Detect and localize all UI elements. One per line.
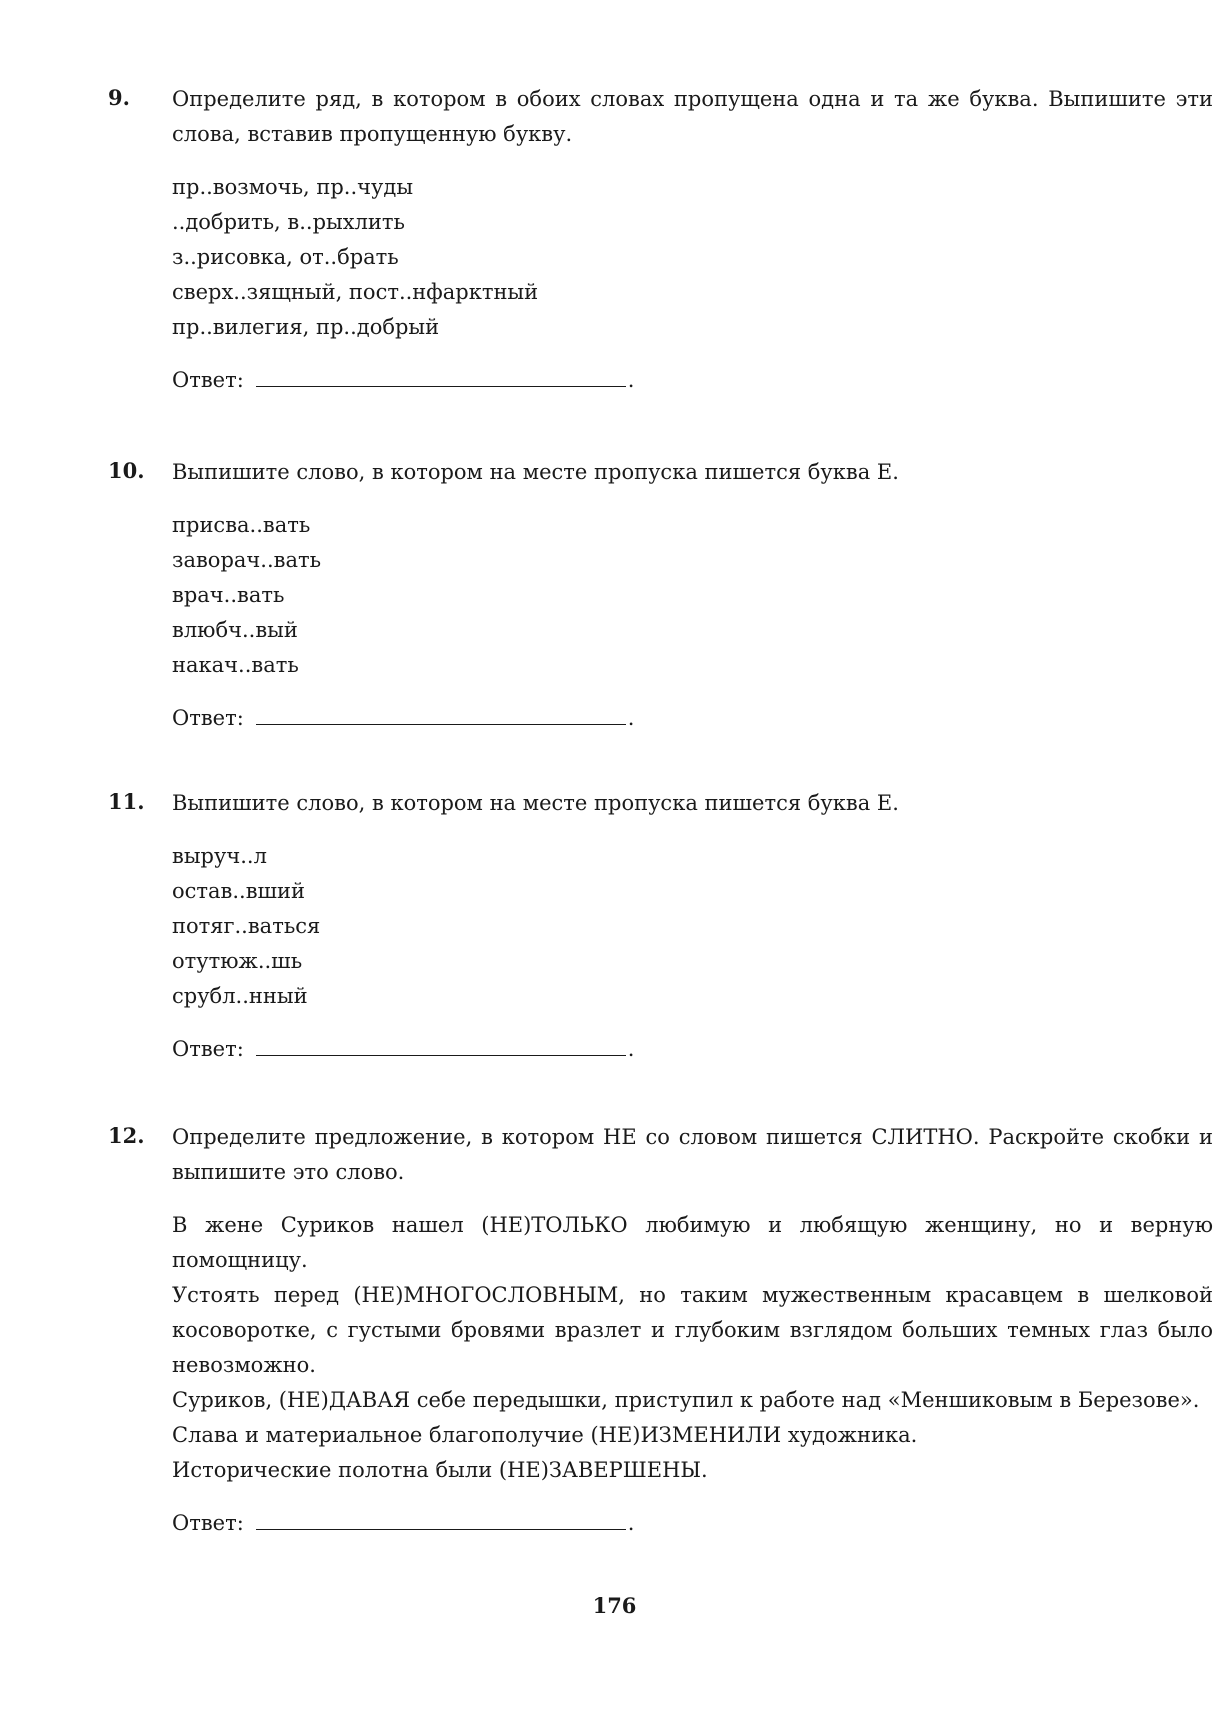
option-item: сверх..зящный, пост..нфарктный [172,280,539,304]
option-item: выруч..л [172,844,267,868]
option-item: пр..возмочь, пр..чуды [172,175,414,199]
answer-field[interactable] [256,702,626,725]
answer-field[interactable] [256,364,626,387]
sentence-item: Исторические полотна были (НЕ)ЗАВЕРШЕНЫ. [172,1458,708,1482]
task-10 [108,455,1213,736]
option-item: заворач..вать [172,548,322,572]
sentences-list [172,1208,1213,1488]
option-item: присва..вать [172,513,311,537]
sentence-item: Устоять перед (НЕ)МНОГОСЛОВНЫМ, но таким мужественным красавцем в шелковой косоворотке, с густыми бровями вразлет и глубоким взглядом больших темных глаз было невозможно. [172,1283,1213,1377]
page-number: 176 [592,1593,637,1618]
answer-label: Ответ: [172,368,244,392]
answer-row: Ответ: . [172,1506,1213,1541]
option-item: ..добрить, в..рыхлить [172,210,405,234]
option-item: пр..вилегия, пр..добрый [172,315,440,339]
task-9 [108,82,1213,398]
option-item: срубл..нный [172,984,308,1008]
task-question: Выпишите слово, в котором на месте пропуска пишется буква Е. [172,460,899,484]
task-number: 9. [108,85,130,110]
options-list [172,508,1213,683]
sentence-item: Слава и материальное благополучие (НЕ)ИЗМЕНИЛИ художника. [172,1423,918,1447]
task-number: 10. [108,458,145,483]
task-question: Выпишите слово, в котором на месте пропуска пишется буква Е. [172,791,899,815]
task-question: Определите ряд, в котором в обоих словах пропущена одна и та же буква. Выпишите эти слова, вставив пропущенную букву. [172,87,1213,146]
answer-label: Ответ: [172,1511,244,1535]
option-item: остав..вший [172,879,306,903]
answer-field[interactable] [256,1033,626,1056]
answer-field[interactable] [256,1507,626,1530]
task-number: 11. [108,789,145,814]
option-item: врач..вать [172,583,285,607]
task-11 [108,786,1213,1067]
option-item: потяг..ваться [172,914,321,938]
answer-label: Ответ: [172,706,244,730]
option-item: накач..вать [172,653,299,677]
answer-label: Ответ: [172,1037,244,1061]
option-item: отутюж..шь [172,949,303,973]
answer-row: Ответ: . [172,701,1213,736]
sentence-item: В жене Суриков нашел (НЕ)ТОЛЬКО любимую и любящую женщину, но и верную помощницу. [172,1213,1213,1272]
options-list [172,839,1213,1014]
options-list [172,170,1213,345]
option-item: з..рисовка, от..брать [172,245,399,269]
task-question: Определите предложение, в котором НЕ со словом пишется СЛИТНО. Раскройте скобки и выпишите это слово. [172,1125,1213,1184]
task-12 [108,1120,1213,1541]
answer-row: Ответ: . [172,363,1213,398]
task-number: 12. [108,1123,145,1148]
answer-row: Ответ: . [172,1032,1213,1067]
sentence-item: Суриков, (НЕ)ДАВАЯ себе передышки, приступил к работе над «Меншиковым в Березове». [172,1388,1200,1412]
option-item: влюбч..вый [172,618,298,642]
